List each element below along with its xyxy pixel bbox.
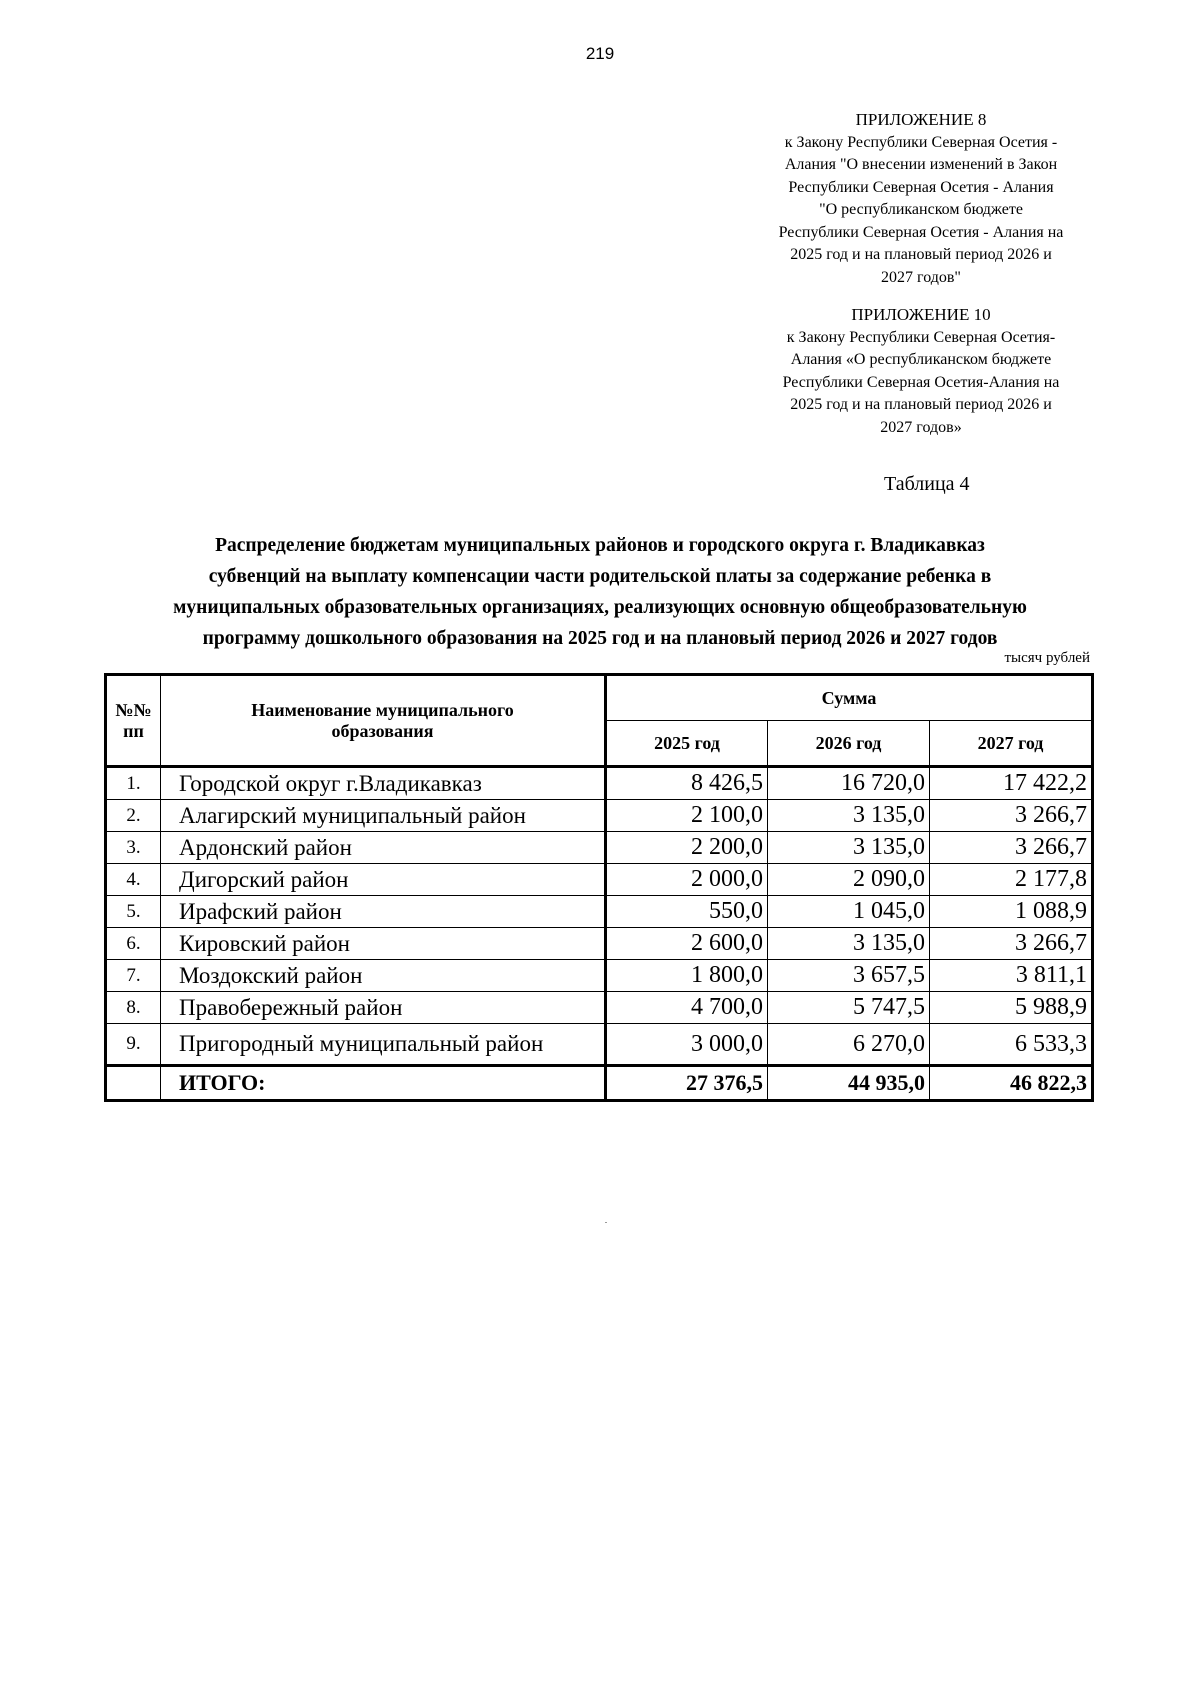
row-name: Пригородный муниципальный район	[161, 1024, 606, 1066]
header-sum: Сумма	[606, 675, 1093, 721]
header-year-2027: 2027 год	[930, 721, 1093, 767]
header-year-2026: 2026 год	[768, 721, 930, 767]
table-row	[106, 896, 1093, 928]
header-number-line2: пп	[123, 720, 144, 741]
row-value-2026: 3 135,0	[768, 800, 930, 832]
row-value-2025: 8 426,5	[606, 767, 768, 800]
row-value-2025: 4 700,0	[606, 992, 768, 1024]
annex-8-line: "О республиканском бюджете	[819, 201, 1023, 218]
annex-10-line: Республики Северная Осетия-Алания на	[782, 373, 1060, 391]
total-value-2027: 46 822,3	[930, 1066, 1093, 1101]
table-label: Таблица 4	[884, 473, 970, 495]
row-name: Ардонский район	[161, 832, 606, 864]
row-name: Дигорский район	[161, 864, 606, 896]
header-number-line1: №№	[115, 699, 152, 720]
header-number	[106, 675, 161, 767]
annex-8-line: Республики Северная Осетия - Алания на	[778, 223, 1064, 241]
row-value-2025: 550,0	[606, 896, 768, 928]
annex-8-heading: ПРИЛОЖЕНИЕ 8	[855, 110, 987, 129]
table-row	[106, 767, 1093, 800]
annex-10-heading: ПРИЛОЖЕНИЕ 10	[851, 305, 991, 324]
row-value-2025: 3 000,0	[606, 1024, 768, 1066]
subsidy-table	[104, 673, 1094, 1102]
row-value-2027: 3 811,1	[930, 960, 1093, 992]
row-value-2025: 1 800,0	[606, 960, 768, 992]
row-value-2025: 2 000,0	[606, 864, 768, 896]
total-value-2026: 44 935,0	[768, 1066, 930, 1101]
annex-8-line: Республики Северная Осетия - Алания	[788, 178, 1054, 196]
row-value-2027: 2 177,8	[930, 864, 1093, 896]
annex-8-line: 2025 год и на плановый период 2026 и	[790, 246, 1052, 263]
row-value-2026: 5 747,5	[768, 992, 930, 1024]
row-number: 9.	[106, 1024, 161, 1066]
units-label: тысяч рублей	[1004, 650, 1090, 666]
table-row	[106, 800, 1093, 832]
row-value-2027: 5 988,9	[930, 992, 1093, 1024]
row-value-2025: 2 100,0	[606, 800, 768, 832]
row-name: Ирафский район	[161, 896, 606, 928]
annex-10-line: 2025 год и на плановый период 2026 и	[790, 396, 1052, 413]
header-name-line2: образования	[331, 720, 434, 741]
header-name	[161, 675, 606, 767]
header-name-line1: Наименование муниципального	[251, 699, 514, 720]
row-value-2026: 6 270,0	[768, 1024, 930, 1066]
row-value-2025: 2 600,0	[606, 928, 768, 960]
row-value-2027: 6 533,3	[930, 1024, 1093, 1066]
page-number: 219	[585, 44, 615, 63]
header-year-2025: 2025 год	[606, 721, 768, 767]
table-row	[106, 960, 1093, 992]
annex-8-line: 2027 годов"	[881, 268, 961, 286]
annex-10-line: к Закону Республики Северная Осетия-	[786, 328, 1056, 346]
row-value-2026: 3 135,0	[768, 832, 930, 864]
annex-10-block	[756, 304, 1086, 439]
total-value-2025: 27 376,5	[606, 1066, 768, 1101]
row-value-2027: 3 266,7	[930, 928, 1093, 960]
annex-8-block	[756, 109, 1086, 289]
annex-8-line: к Закону Республики Северная Осетия -	[784, 133, 1058, 151]
row-number: 5.	[106, 896, 161, 928]
document-title	[100, 530, 1100, 654]
table-row	[106, 832, 1093, 864]
row-value-2027: 3 266,7	[930, 832, 1093, 864]
row-value-2026: 3 135,0	[768, 928, 930, 960]
row-number: 6.	[106, 928, 161, 960]
row-name: Правобережный район	[161, 992, 606, 1024]
scan-speck	[605, 1222, 607, 1223]
table-row	[106, 928, 1093, 960]
row-value-2026: 16 720,0	[768, 767, 930, 800]
total-label: ИТОГО:	[161, 1066, 606, 1101]
title-line: субвенций на выплату компенсации части родительской платы за содержание ребенка в	[208, 566, 992, 587]
table-row	[106, 1024, 1093, 1066]
annex-10-line: 2027 годов»	[880, 418, 962, 436]
row-value-2027: 1 088,9	[930, 896, 1093, 928]
title-line: муниципальных образовательных организациях, реализующих основную общеобразовательную	[173, 597, 1027, 618]
row-number: 2.	[106, 800, 161, 832]
title-line: Распределение бюджетам муниципальных районов и городского округа г. Владикавказ	[215, 535, 985, 556]
row-name: Алагирский муниципальный район	[161, 800, 606, 832]
row-number: 1.	[106, 767, 161, 800]
row-value-2026: 1 045,0	[768, 896, 930, 928]
table-row	[106, 992, 1093, 1024]
row-number: 3.	[106, 832, 161, 864]
row-number: 7.	[106, 960, 161, 992]
row-value-2027: 3 266,7	[930, 800, 1093, 832]
row-value-2026: 2 090,0	[768, 864, 930, 896]
row-number: 8.	[106, 992, 161, 1024]
row-number: 4.	[106, 864, 161, 896]
total-row	[106, 1066, 1093, 1101]
annex-8-line: Алания "О внесении изменений в Закон	[784, 156, 1058, 173]
total-number-empty	[106, 1066, 161, 1101]
row-value-2027: 17 422,2	[930, 767, 1093, 800]
row-value-2026: 3 657,5	[768, 960, 930, 992]
row-name: Кировский район	[161, 928, 606, 960]
title-line: программу дошкольного образования на 2025 год и на плановый период 2026 и 2027 годов	[202, 628, 998, 649]
row-value-2025: 2 200,0	[606, 832, 768, 864]
table-row	[106, 864, 1093, 896]
row-name: Моздокский район	[161, 960, 606, 992]
annex-10-line: Алания «О республиканском бюджете	[790, 351, 1052, 368]
row-name: Городской округ г.Владикавказ	[161, 767, 606, 800]
